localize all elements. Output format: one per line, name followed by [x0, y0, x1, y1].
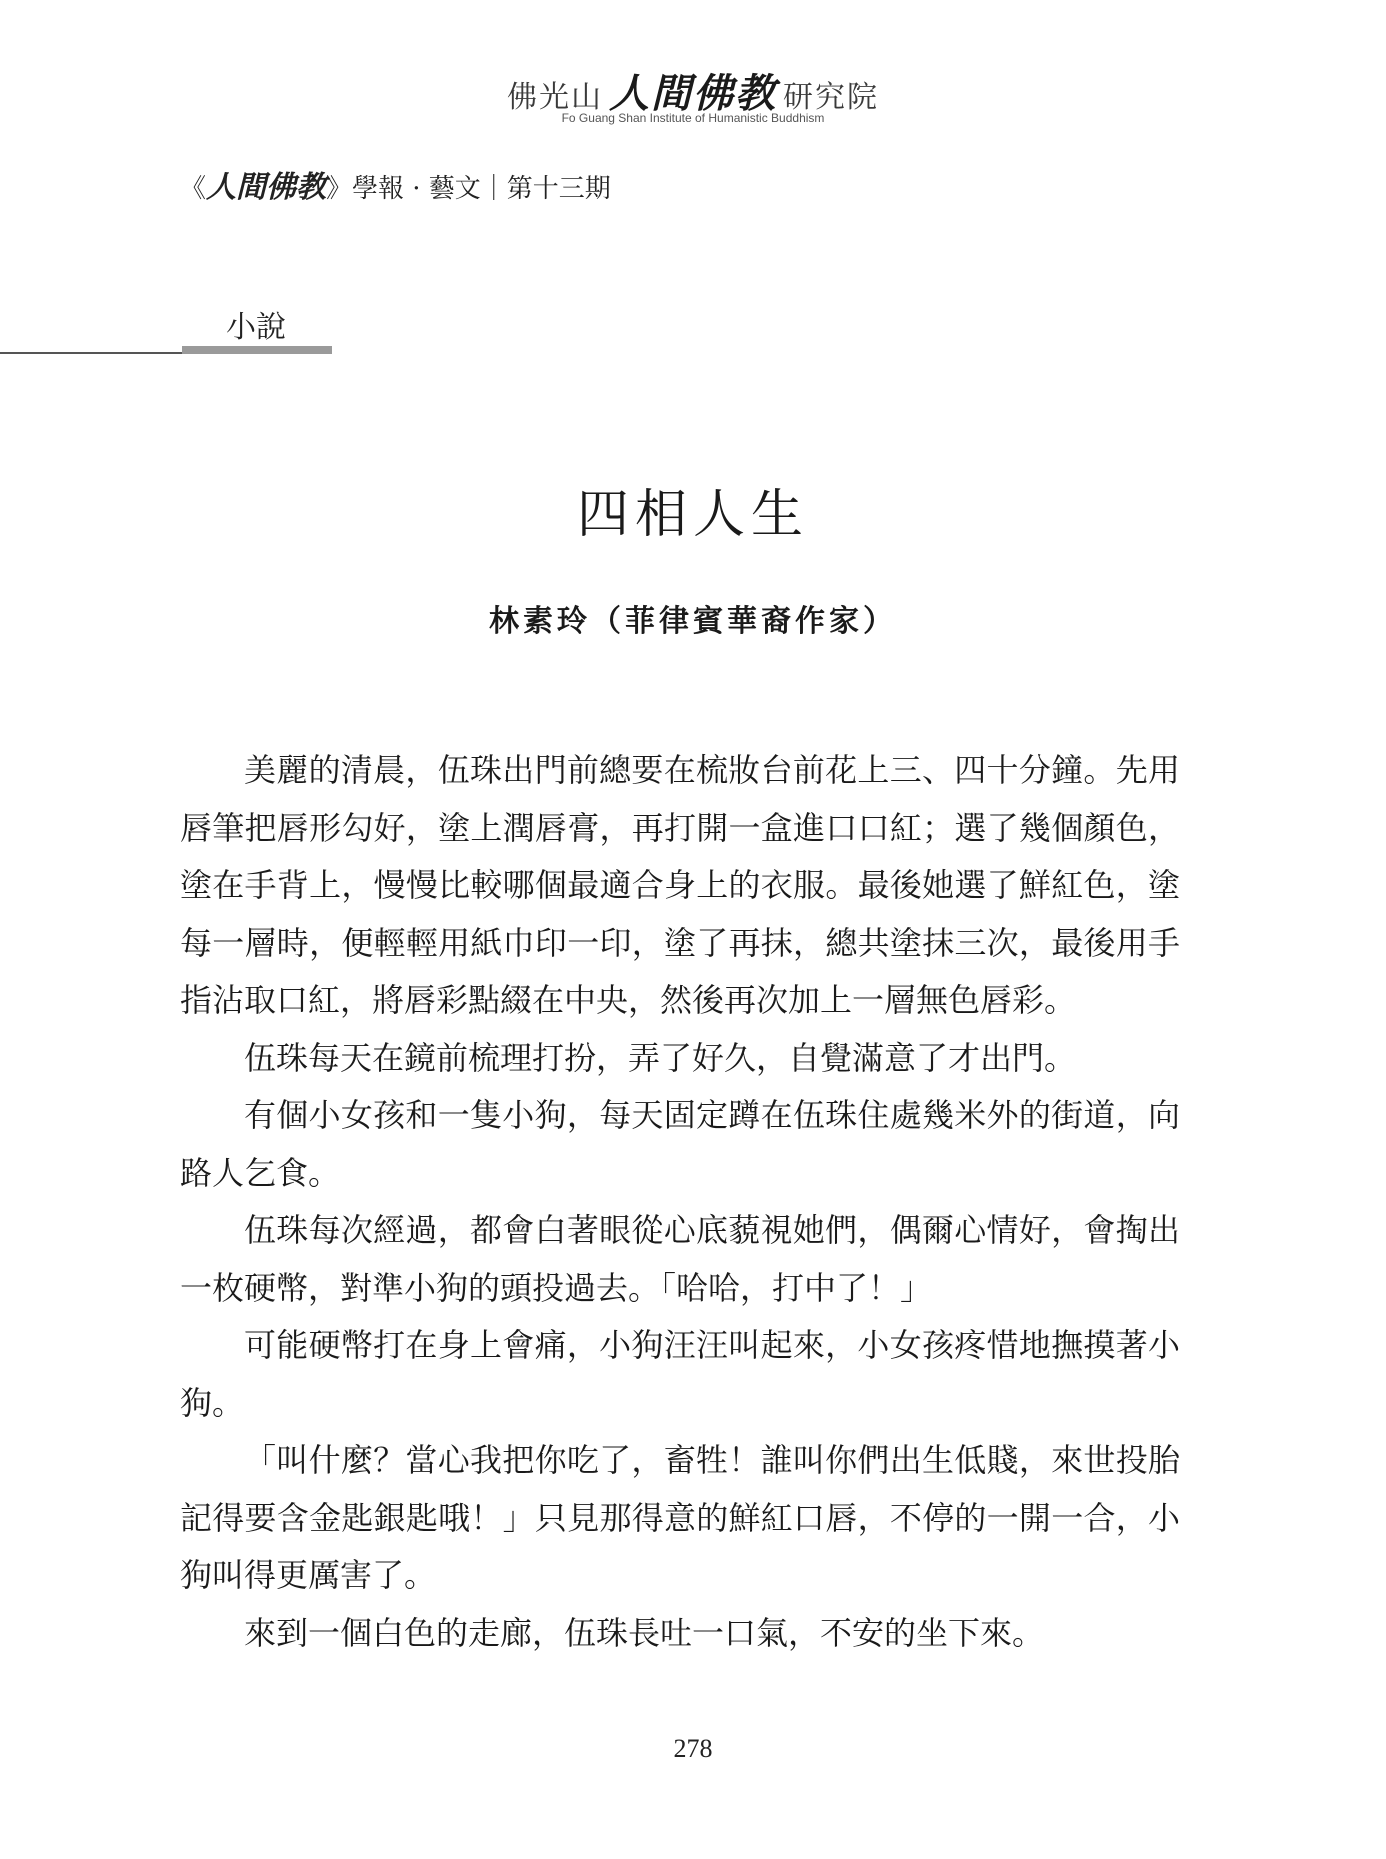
- paragraph: 有個小女孩和一隻小狗，每天固定蹲在伍珠住處幾米外的街道，向路人乞食。: [180, 1096, 1180, 1192]
- section-label: 小說: [226, 310, 286, 345]
- journal-running-header: [180, 162, 611, 206]
- article-title: 四相人生: [576, 485, 809, 545]
- article-body: [180, 742, 1180, 1662]
- paragraph: 伍珠每次經過，都會白著眼從心底藐視她們，偶爾心情好，會掏出一枚硬幣，對準小狗的頭投過去。「哈哈，打中了！」: [180, 1211, 1180, 1307]
- journal-open-bracket: 《: [180, 174, 207, 204]
- institute-prefix: 佛光山: [507, 80, 603, 115]
- paragraph: 伍珠每天在鏡前梳理打扮，弄了好久，自覺滿意了才出門。: [244, 1038, 1077, 1077]
- section-divider-accent: [182, 346, 332, 354]
- page-number: 278: [673, 1734, 713, 1763]
- journal-issue-info: 》學報 · 藝文｜第十三期: [326, 174, 611, 204]
- institute-english-name: Fo Guang Shan Institute of Humanistic Buddhism: [561, 111, 825, 125]
- institute-brand-logo: 人間佛教: [609, 70, 777, 117]
- institute-suffix: 研究院: [783, 80, 879, 115]
- paragraph: 可能硬幣打在身上會痛，小狗汪汪叫起來，小女孩疼惜地撫摸著小狗。: [180, 1326, 1180, 1422]
- paragraph: 美麗的清晨，伍珠出門前總要在梳妝台前花上三、四十分鐘。先用唇筆把唇形勾好，塗上潤唇膏，再打開一盒進口口紅；選了幾個顏色，塗在手背上，慢慢比較哪個最適合身上的衣服。最後她選了鮮紅色，塗每一層時，便輕輕用紙巾印一印，塗了再抹，總共塗抹三次，最後用手指沾取口紅，將唇彩點綴在中央，然後再次加上一層無色唇彩。: [180, 751, 1180, 1019]
- section-divider-thin: [0, 352, 182, 354]
- paragraph: 來到一個白色的走廊，伍珠長吐一口氣，不安的坐下來。: [244, 1613, 1045, 1652]
- journal-brand-logo: 人間佛教: [206, 170, 327, 205]
- paragraph: 「叫什麼？當心我把你吃了，畜牲！誰叫你們出生低賤，來世投胎記得要含金匙銀匙哦！」只見那得意的鮮紅口唇，不停的一開一合，小狗叫得更厲害了。: [180, 1441, 1180, 1594]
- article-author: 林素玲（菲律賓華裔作家）: [489, 604, 897, 639]
